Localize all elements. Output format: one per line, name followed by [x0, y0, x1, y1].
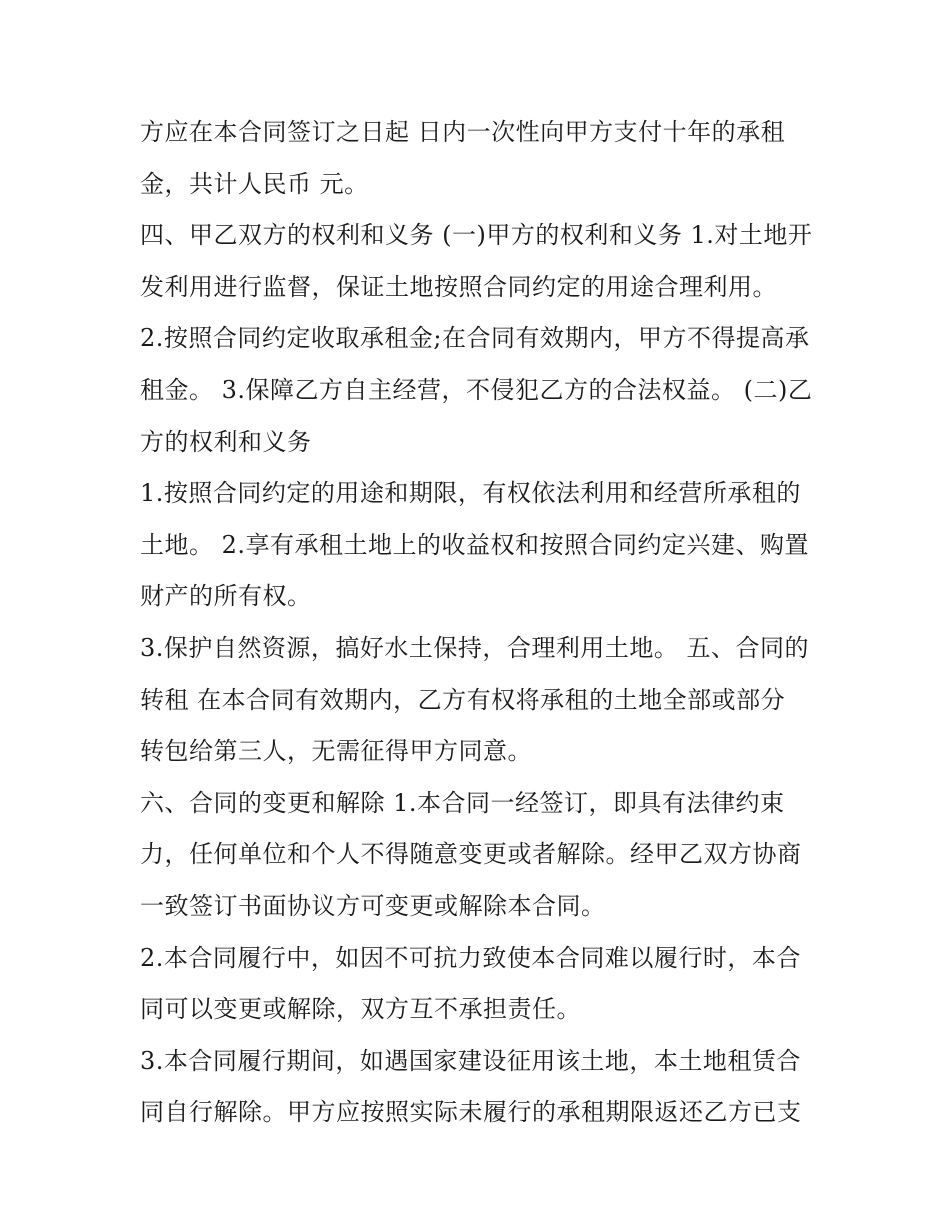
text-line: 土地。 2.享有承租土地上的收益权和按照合同约定兴建、购置 [140, 530, 810, 559]
text-line: 同可以变更或解除，双方互不承担责任。 [140, 995, 581, 1024]
text-line: 财产的所有权。 [140, 582, 312, 611]
text-line: 1.按照合同约定的用途和期限，有权依法利用和经营所承租的 [140, 479, 801, 508]
text-line: 2.按照合同约定收取承租金;在合同有效期内，甲方不得提高承 [140, 324, 810, 353]
text-line: 方的权利和义务 [140, 427, 312, 456]
text-line: 转包给第三人，无需征得甲方同意。 [140, 737, 532, 766]
text-line: 租金。 3.保障乙方自主经营，不侵犯乙方的合法权益。 (二)乙 [140, 375, 813, 404]
text-line: 四、甲乙双方的权利和义务 (一)甲方的权利和义务 1.对土地开 [140, 221, 813, 250]
text-line: 同自行解除。甲方应按照实际未履行的承租期限返还乙方已支 [140, 1098, 802, 1127]
document-body [140, 107, 820, 1139]
text-line: 3.本合同履行期间，如遇国家建设征用该土地，本土地租赁合 [140, 1046, 801, 1075]
text-line: 发利用进行监督，保证土地按照合同约定的用途合理利用。 [140, 272, 777, 301]
text-line: 2.本合同履行中，如因不可抗力致使本合同难以履行时，本合 [140, 943, 801, 972]
text-line: 金，共计人民币 元。 [140, 169, 369, 198]
text-line: 3.保护自然资源，搞好水土保持，合理利用土地。 五、合同的 [140, 633, 810, 662]
text-line: 力，任何单位和个人不得随意变更或者解除。经甲乙双方协商 [140, 840, 802, 869]
text-line: 方应在本合同签订之日起 日内一次性向甲方支付十年的承租 [140, 118, 786, 146]
text-line: 一致签订书面协议方可变更或解除本合同。 [140, 891, 606, 920]
text-line: 转租 在本合同有效期内，乙方有权将承租的土地全部或部分 [140, 685, 786, 714]
text-line: 六、合同的变更和解除 1.本合同一经签订，即具有法律约束 [140, 788, 785, 817]
